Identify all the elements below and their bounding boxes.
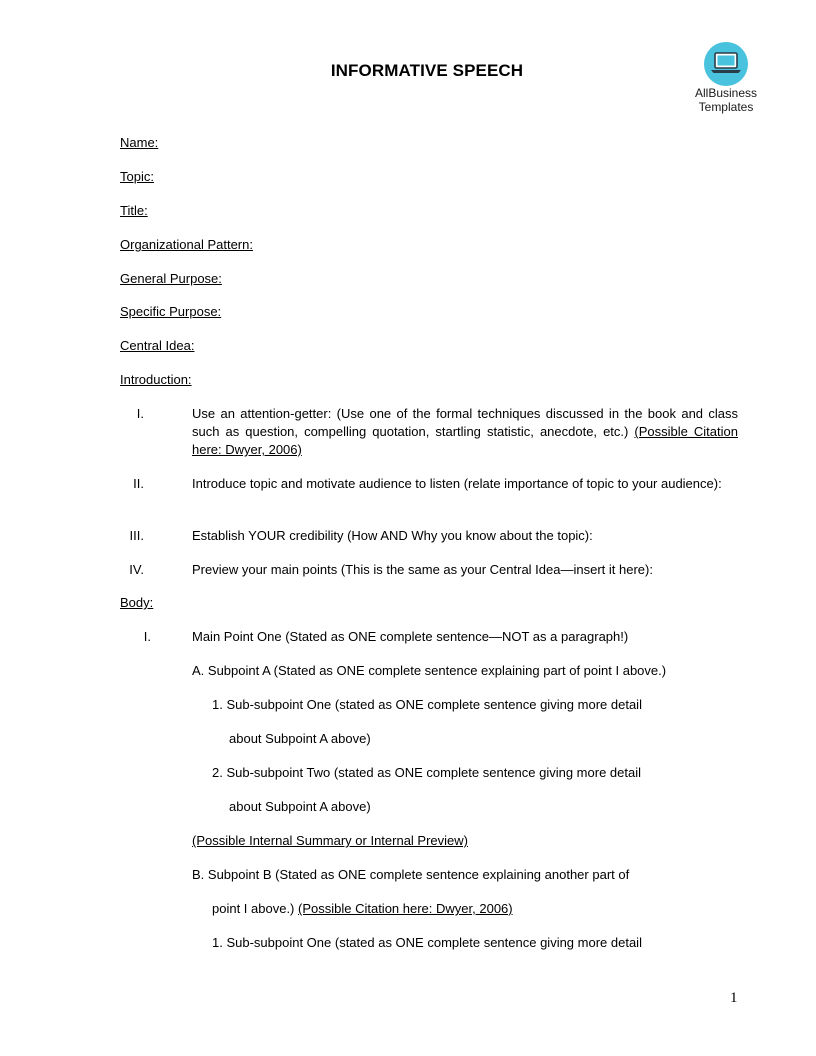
logo-text-line1: AllBusiness xyxy=(694,86,758,100)
sub-subpoint-b1: 1. Sub-subpoint One (stated as ONE complete sentence giving more detail xyxy=(212,935,642,950)
intro-item-number: I. xyxy=(136,406,144,421)
subpoint-b-text: point I above.) xyxy=(212,901,298,916)
intro-item-preview: Preview your main points (This is the same as your Central Idea—insert it here): xyxy=(192,562,653,577)
intro-item-text: Use an attention-getter: (Use one of the formal techniques discussed in the book and class such as question, compelling quotation, startling statistic, anecdote, etc.) xyxy=(192,406,738,439)
subpoint-a: A. Subpoint A (Stated as ONE complete sentence explaining part of point I above.) xyxy=(192,663,667,678)
field-central-idea: Central Idea: xyxy=(120,338,195,353)
intro-item-motivate: Introduce topic and motivate audience to listen (relate importance of topic to your audience): xyxy=(192,476,722,491)
intro-item-number: IV. xyxy=(129,562,144,577)
intro-item-credibility: Establish YOUR credibility (How AND Why you know about the topic): xyxy=(192,528,593,543)
field-organizational-pattern: Organizational Pattern: xyxy=(120,237,253,252)
intro-item-number: III. xyxy=(129,528,144,543)
main-point-one: Main Point One (Stated as ONE complete sentence—NOT as a paragraph!) xyxy=(192,629,629,644)
laptop-icon xyxy=(704,42,748,86)
intro-item-number: II. xyxy=(133,476,144,491)
sub-subpoint-a1: 1. Sub-subpoint One (stated as ONE complete sentence giving more detail xyxy=(212,697,642,712)
sub-subpoint-a1-continued: about Subpoint A above) xyxy=(229,731,371,746)
subpoint-b-citation: (Possible Citation here: Dwyer, 2006) xyxy=(298,901,513,916)
document-title: INFORMATIVE SPEECH xyxy=(330,61,524,80)
logo-text-line2: Templates xyxy=(698,100,754,114)
field-specific-purpose: Specific Purpose: xyxy=(120,304,222,319)
subpoint-b: B. Subpoint B (Stated as ONE complete sentence explaining another part of xyxy=(192,867,630,882)
field-topic: Topic: xyxy=(120,169,154,184)
body-heading: Body: xyxy=(120,595,154,610)
field-general-purpose: General Purpose: xyxy=(120,271,222,286)
internal-summary-note: (Possible Internal Summary or Internal Preview) xyxy=(192,833,468,848)
introduction-heading: Introduction: xyxy=(120,372,192,387)
sub-subpoint-a2: 2. Sub-subpoint Two (stated as ONE complete sentence giving more detail xyxy=(212,765,641,780)
allbusiness-logo xyxy=(690,42,762,114)
main-point-number: I. xyxy=(143,629,151,644)
subpoint-b-continued xyxy=(212,900,513,918)
intro-item-attention-getter xyxy=(192,405,738,459)
field-name: Name: xyxy=(120,135,159,150)
intro-item-citation: (Possible Citation here: Dwyer, 2006) xyxy=(192,424,738,457)
page-number: 1 xyxy=(730,990,738,1006)
field-title: Title: xyxy=(120,203,148,218)
sub-subpoint-a2-continued: about Subpoint A above) xyxy=(229,799,371,814)
